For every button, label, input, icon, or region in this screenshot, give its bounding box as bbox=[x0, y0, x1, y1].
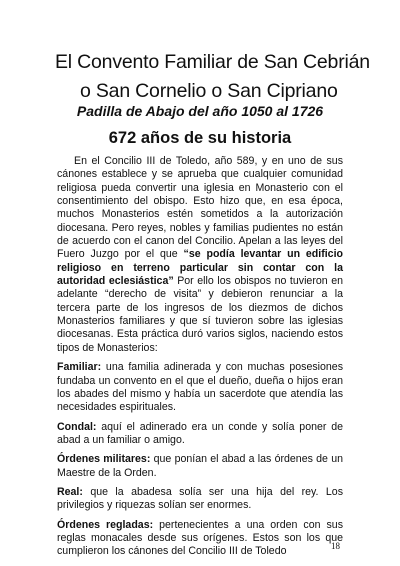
document-title bbox=[55, 48, 395, 106]
definition-term: Familiar: bbox=[57, 361, 102, 374]
subtitle-dates: Padilla de Abajo del año 1050 al 1726 bbox=[76, 103, 324, 119]
title-line-2: o San Cornelio o San Cipriano bbox=[80, 80, 338, 102]
definition-term: Condal: bbox=[57, 420, 97, 433]
definition-term: Órdenes militares: bbox=[57, 453, 151, 466]
page-number: 18 bbox=[331, 541, 340, 551]
body-text bbox=[57, 155, 343, 559]
intro-text-2: Por ello los obispos no tuvieron en adelante “derecho de visita” y debieron renunciar a la tercera parte de los ingresos de los diezmos de dichos Monasterios familiares y que sí tuvieron sobre las iglesias diocesanas. Esta práctica duró varios siglos, naciendo estos tipos de Monasterios: bbox=[57, 275, 343, 354]
definition-ordenes-militares bbox=[57, 453, 343, 480]
definition-familiar bbox=[57, 361, 343, 414]
title-line-1: El Convento Familiar de San Cebrián bbox=[55, 51, 370, 73]
definition-real bbox=[57, 486, 343, 513]
definition-ordenes-regladas bbox=[57, 519, 343, 559]
definition-text: que la abadesa solía ser una hija del rey. Los privilegios y riquezas solían ser enormes. bbox=[57, 485, 343, 512]
intro-quote: “se podía levantar un edificio religioso en terreno particular sin contar con la autoridad eclesiástica” bbox=[57, 248, 343, 288]
subtitle-years: 672 años de su historia bbox=[108, 129, 292, 147]
definition-text: aquí el adinerado era un conde y solía poner de abad a un familiar o amigo. bbox=[57, 420, 343, 446]
definition-text: una familia adinerada y con muchas posesiones fundaba un convento en el que el dueño, dueña o hijos eran los abades del mismo y había un sacerdote que atendía las necesidades espirituales. bbox=[57, 361, 343, 414]
definition-text: pertenecientes a una orden con sus reglas monacales desde sus orígenes. Estos son los que cumplieron los cánones del Concilio III de Toledo bbox=[57, 518, 343, 558]
intro-text-1: En el Concilio III de Toledo, año 589, y en uno de sus cánones establece y se aprueba que cualquier comunidad religiosa pueda convertir una iglesia en Monasterio con el consentimiento del obispo. Esto hizo que, en esa época, muchos Monasterios estén sometidos a la autorización diocesana. Pero reyes, nobles y familias pudientes no están de acuerdo con el canon del Concilio. Apelan a las leyes del Fuero Juzgo por el que bbox=[57, 155, 343, 261]
definition-term: Órdenes regladas: bbox=[57, 518, 154, 531]
intro-paragraph bbox=[57, 155, 343, 355]
definition-text: que ponían el abad a las órdenes de un Maestre de la Orden. bbox=[57, 453, 343, 479]
definition-condal bbox=[57, 421, 343, 448]
definition-term: Real: bbox=[57, 485, 83, 498]
